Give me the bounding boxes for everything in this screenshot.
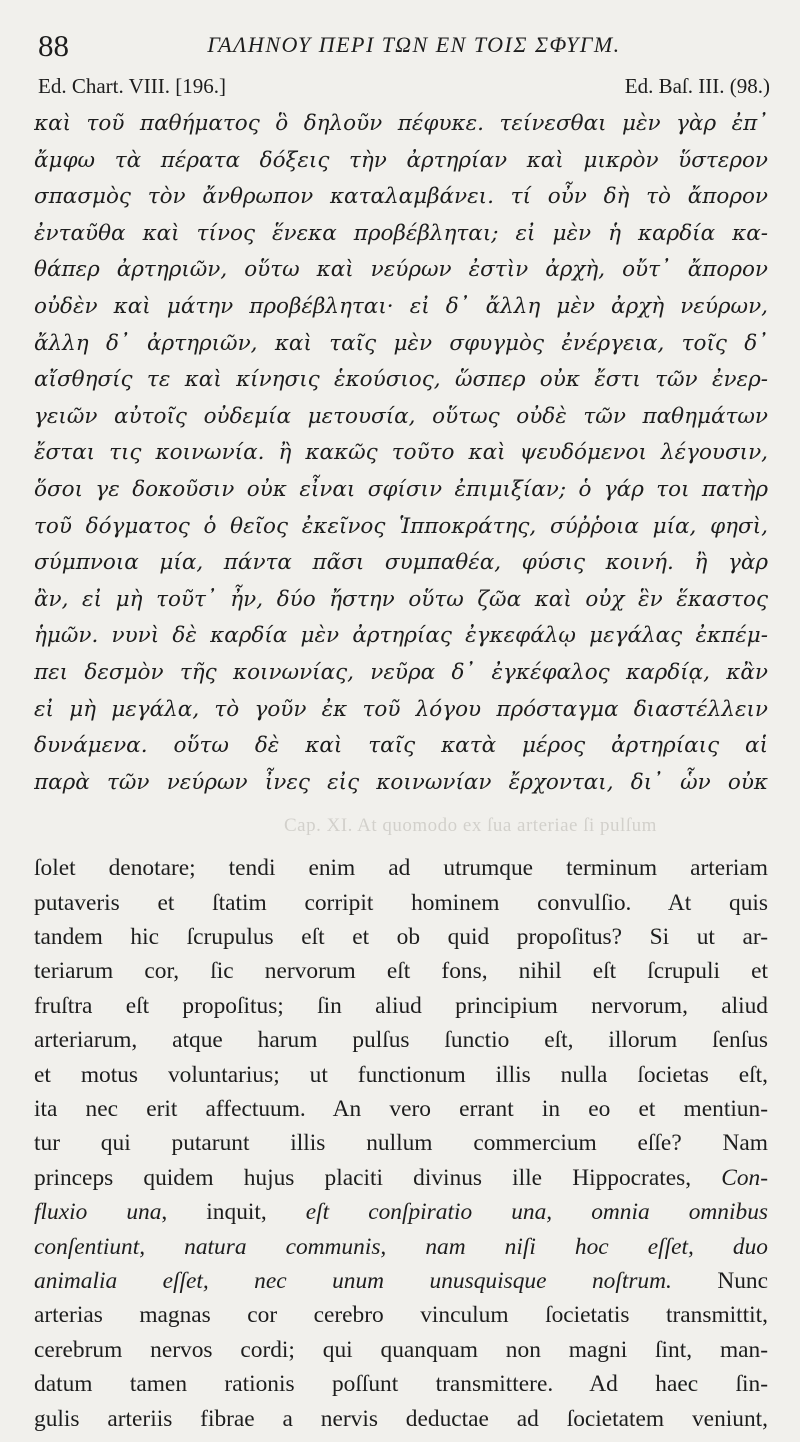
latin-run: arteriarum, atque harum pulſus ſunctio eſt, illorum ſenſus [34, 1027, 768, 1054]
greek-line: ὅσοι γε δοκοῦσιν οὐκ εἶναι σφίσιν ἐπιμιξίαν; ὁ γάρ τοι πατὴρ [34, 476, 768, 502]
latin-run: putaveris et ſtatim corripit hominem convulſio. At quis [34, 889, 768, 916]
latin-run: datum tamen rationis poſſunt transmittere. Ad haec ſin- [34, 1371, 768, 1398]
latin-line [34, 1230, 768, 1264]
greek-line: θάπερ ἀρτηριῶν, οὕτω καὶ νεύρων ἐστὶν ἀρχὴ, οὔτ᾽ ἄπορον [34, 257, 768, 283]
latin-italic-run: eſt conſpiratio una, omnia omnibus [305, 1199, 768, 1226]
book-page [34, 28, 770, 1432]
greek-line: τοῦ δόγματος ὁ θεῖος ἐκεῖνος Ἱπποκράτης, σύῤῥοια μία, φησὶ, [34, 513, 768, 539]
latin-line [34, 954, 768, 988]
greek-line: σπασμὸς τὸν ἄνθρωπον καταλαμβάνει. τί οὖν δὴ τὸ ἄπορον [34, 184, 768, 210]
greek-line: ἄμφω τὰ πέρατα δόξεις τὴν ἀρτηρίαν καὶ μικρὸν ὕστερον [34, 147, 768, 173]
latin-text [34, 851, 768, 1436]
latin-run: tandem hic ſcrupulus eſt et ob quid propoſitus? Si ut ar- [34, 924, 768, 951]
latin-line [34, 886, 768, 920]
greek-line: δυνάμενα. οὕτω δὲ καὶ ταῖς κατὰ μέρος ἀρτηρίαις αἱ [34, 733, 768, 759]
latin-run: ſolet denotare; tendi enim ad utrumque terminum arteriam [34, 855, 768, 882]
latin-line [34, 1367, 768, 1401]
greek-line: ἐνταῦθα καὶ τίνος ἕνεκα προβέβληται; εἰ μὲν ἡ καρδία κα- [34, 220, 768, 246]
greek-line: αἴσθησίς τε καὶ κίνησις ἑκούσιος, ὥσπερ οὐκ ἔστι τῶν ἐνερ- [34, 367, 768, 393]
latin-line [34, 989, 768, 1023]
running-title: ΓΑΛΗΝΟΥ ΠΕΡΙ ΤΩΝ ΕΝ ΤΟΙΣ ΣΦΥΓΜ. [207, 32, 621, 57]
latin-run: et motus voluntarius; ut functionum illis nulla ſocietas eſt, [34, 1061, 768, 1088]
latin-run: fruſtra eſt propoſitus; ſin aliud principium nervorum, aliud [34, 992, 768, 1019]
latin-line [34, 920, 768, 954]
latin-line [34, 1402, 768, 1436]
latin-run: , inquit, [161, 1199, 306, 1226]
greek-line: οὐδὲν καὶ μάτην προβέβληται· εἰ δ᾽ ἄλλη μὲν ἀρχὴ νεύρων, [34, 293, 768, 319]
latin-line [34, 1161, 768, 1195]
latin-italic-run: conſentiunt, natura communis, nam niſi hoc eſſet, duo [34, 1233, 768, 1260]
bleed-through-line: Cap. XI. At quomodo ex ſua arteriae ſi pulſum [284, 815, 657, 837]
latin-run: teriarum cor, ſic nervorum eſt fons, nihil eſt ſcrupuli et [34, 958, 768, 985]
latin-run: cerebrum nervos cordi; qui quanquam non magni ſint, man- [34, 1336, 768, 1363]
latin-line [34, 1195, 768, 1229]
latin-line [34, 1058, 768, 1092]
latin-line [34, 1333, 768, 1367]
greek-line: ἔσται τις κοινωνία. ἢ κακῶς τοῦτο καὶ ψευδόμενοι λέγουσιν, [34, 440, 768, 466]
latin-line [34, 1023, 768, 1057]
greek-text [34, 106, 768, 801]
latin-line [34, 851, 768, 885]
greek-line: ἡμῶν. νυνὶ δὲ καρδία μὲν ἀρτηρίας ἐγκεφάλῳ μεγάλας ἐκπέμ- [34, 623, 768, 649]
running-head [34, 28, 768, 74]
edition-chartier: Ed. Chart. VIII. [196.] [38, 74, 226, 98]
greek-line: πει δεσμὸν τῆς κοινωνίας, νεῦρα δ᾽ ἐγκέφαλος καρδίᾳ, κἂν [34, 659, 768, 685]
latin-run: princeps quidem hujus placiti divinus ille Hippocrates, [34, 1164, 722, 1191]
greek-line: γειῶν αὐτοῖς οὐδεμία μετουσία, οὕτως οὐδὲ τῶν παθημάτων [34, 403, 768, 429]
edition-line [34, 74, 768, 104]
latin-run: arterias magnas cor cerebro vinculum ſocietatis transmittit, [34, 1302, 768, 1329]
edition-basel: Ed. Baſ. III. (98.) [624, 74, 770, 98]
greek-line: ἄλλη δ᾽ ἀρτηριῶν, καὶ ταῖς μὲν σφυγμὸς ἐνέργεια, τοῖς δ᾽ [34, 330, 768, 356]
bleed-through-text [34, 801, 768, 851]
greek-line: καὶ τοῦ παθήματος ὃ δηλοῦν πέφυκε. τείνεσθαι μὲν γὰρ ἐπ᾽ [34, 111, 768, 136]
latin-line [34, 1092, 768, 1126]
latin-italic-run: animalia eſſet, nec unum unusquisque noſtrum. [34, 1267, 672, 1294]
latin-line [34, 1126, 768, 1160]
latin-run: tur qui putarunt illis nullum commercium eſſe? Nam [34, 1130, 768, 1157]
greek-line: σύμπνοια μία, πάντα πᾶσι συμπαθέα, φύσις κοινή. ἢ γὰρ [34, 550, 768, 576]
greek-line: ἂν, εἰ μὴ τοῦτ᾽ ἦν, δύο ἤστην οὕτω ζῶα καὶ οὐχ ἓν ἕκαστος [34, 586, 768, 612]
latin-line [34, 1298, 768, 1332]
page-number: 88 [38, 28, 69, 63]
greek-line: παρὰ τῶν νεύρων ἶνες εἰς κοινωνίαν ἔρχονται, δι᾽ ὧν οὐκ [34, 769, 768, 795]
latin-run: Nunc [671, 1267, 768, 1294]
latin-line [34, 1264, 768, 1298]
latin-italic-run: Con- [721, 1164, 768, 1191]
latin-run: gulis arteriis fibrae a nervis deductae ad ſocietatem veniunt, [34, 1405, 768, 1432]
greek-line: εἰ μὴ μεγάλα, τὸ γοῦν ἐκ τοῦ λόγου πρόσταγμα διαστέλλειν [34, 696, 768, 722]
latin-italic-run: fluxio una [34, 1199, 162, 1226]
latin-run: ita nec erit affectuum. An vero errant in eo et mentiun- [34, 1096, 768, 1123]
